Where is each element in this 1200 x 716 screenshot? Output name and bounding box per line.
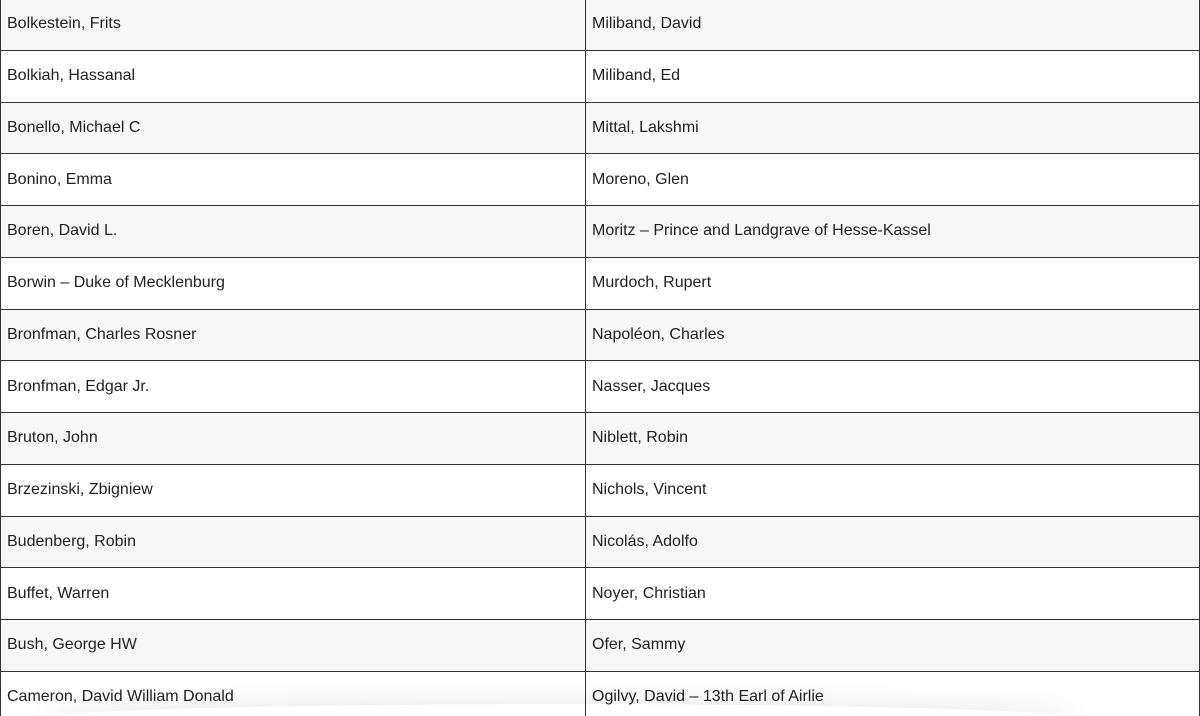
table-row xyxy=(1,671,1200,716)
table-cell: Mittal, Lakshmi xyxy=(586,102,1200,154)
table-cell: Buffet, Warren xyxy=(1,568,586,620)
table-row xyxy=(1,0,1200,50)
table-cell: Bolkiah, Hassanal xyxy=(1,50,586,102)
table-cell: Bruton, John xyxy=(1,413,586,465)
table-cell: Bronfman, Edgar Jr. xyxy=(1,361,586,413)
table-cell: Nasser, Jacques xyxy=(586,361,1200,413)
table-cell: Budenberg, Robin xyxy=(1,516,586,568)
table-cell: Miliband, Ed xyxy=(586,50,1200,102)
table-cell: Niblett, Robin xyxy=(586,413,1200,465)
table-cell: Borwin – Duke of Mecklenburg xyxy=(1,257,586,309)
table-cell: Nichols, Vincent xyxy=(586,464,1200,516)
table-cell: Miliband, David xyxy=(586,0,1200,50)
table-cell: Murdoch, Rupert xyxy=(586,257,1200,309)
table-row xyxy=(1,154,1200,206)
table-row xyxy=(1,102,1200,154)
table-cell: Ofer, Sammy xyxy=(586,620,1200,672)
table-row xyxy=(1,257,1200,309)
table-cell: Napoléon, Charles xyxy=(586,309,1200,361)
table-cell: Brzezinski, Zbigniew xyxy=(1,464,586,516)
table-cell: Ogilvy, David – 13th Earl of Airlie xyxy=(586,671,1200,716)
table-row xyxy=(1,568,1200,620)
table-cell: Noyer, Christian xyxy=(586,568,1200,620)
table-cell: Boren, David L. xyxy=(1,206,586,258)
table-cell: Bonello, Michael C xyxy=(1,102,586,154)
table-row xyxy=(1,620,1200,672)
table-row xyxy=(1,50,1200,102)
table-cell: Cameron, David William Donald xyxy=(1,671,586,716)
table-cell: Bush, George HW xyxy=(1,620,586,672)
table-cell: Nicolás, Adolfo xyxy=(586,516,1200,568)
table-row xyxy=(1,361,1200,413)
table-row xyxy=(1,309,1200,361)
table-row xyxy=(1,464,1200,516)
table-cell: Bronfman, Charles Rosner xyxy=(1,309,586,361)
table-row xyxy=(1,206,1200,258)
table-cell: Bolkestein, Frits xyxy=(1,0,586,50)
table-row xyxy=(1,516,1200,568)
table-cell: Moreno, Glen xyxy=(586,154,1200,206)
table-cell: Bonino, Emma xyxy=(1,154,586,206)
table-cell: Moritz – Prince and Landgrave of Hesse-Kassel xyxy=(586,206,1200,258)
table-row xyxy=(1,413,1200,465)
